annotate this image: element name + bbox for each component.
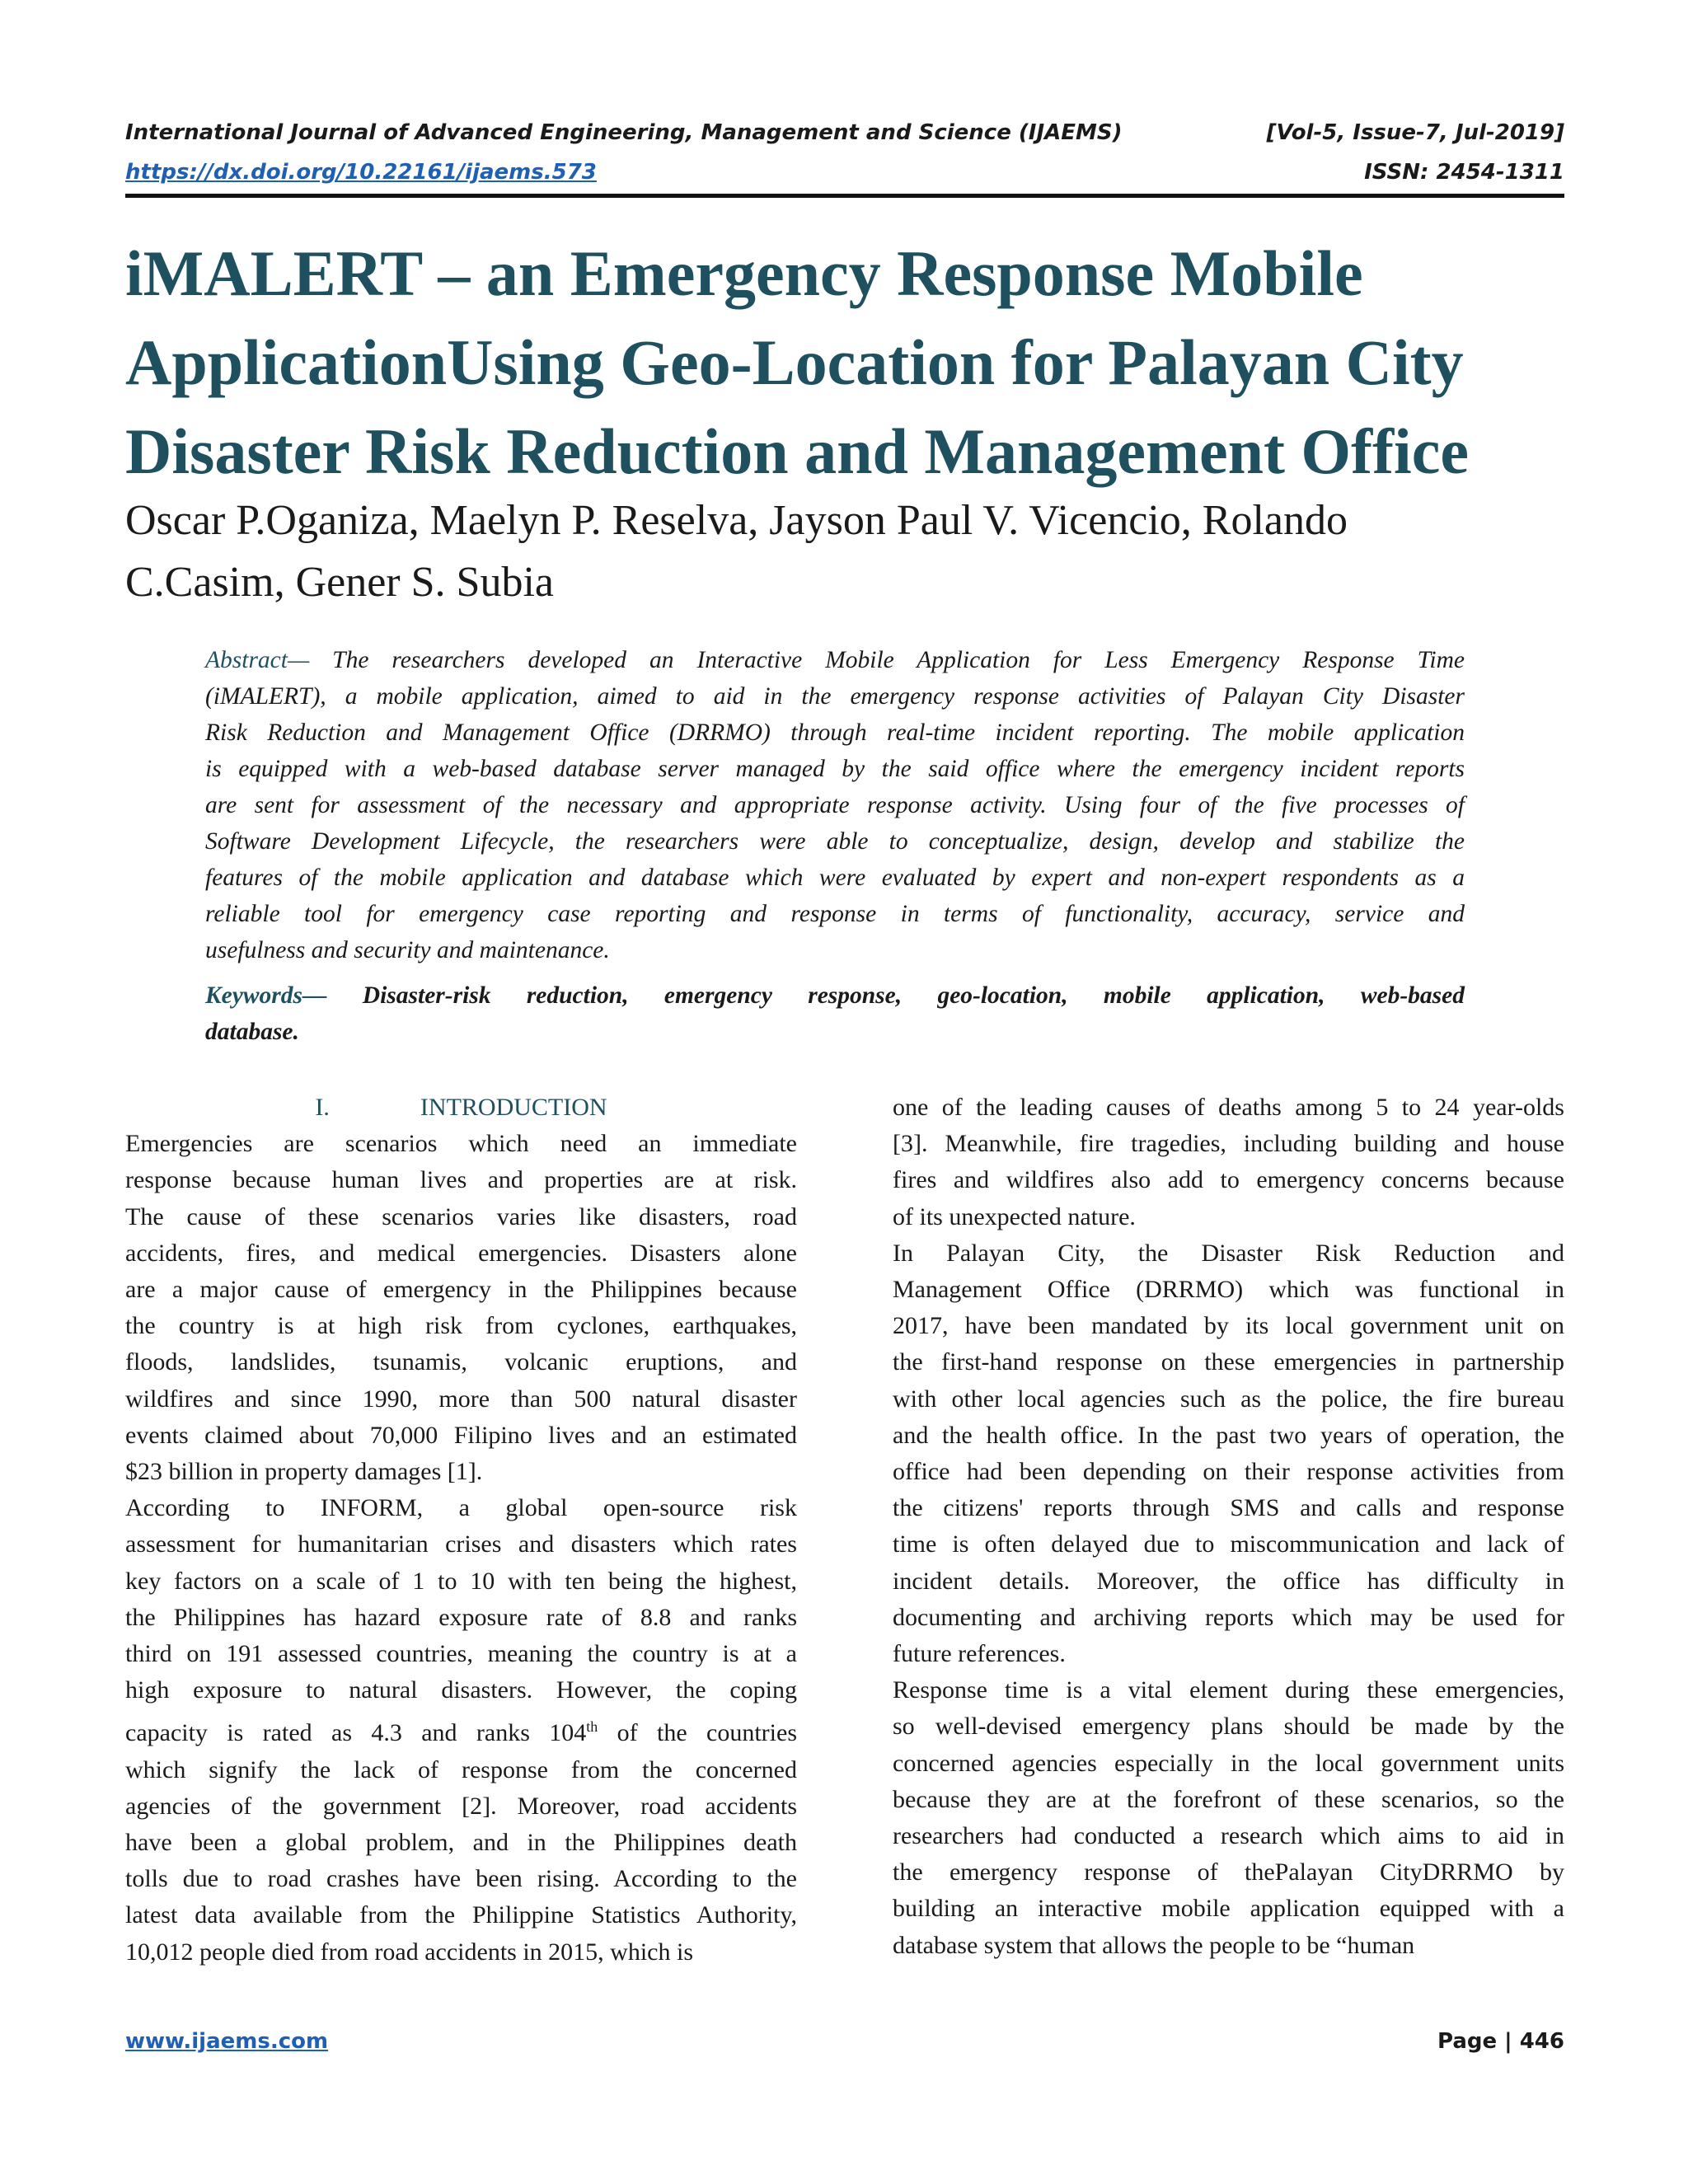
body-text-line: the country is at high risk from cyclones, earthquakes, [125, 1312, 797, 1340]
body-text-line: floods, landslides, tsunamis, volcanic eruptions, and [125, 1348, 797, 1376]
body-text-line: The cause of these scenarios varies like disasters, road [125, 1202, 797, 1230]
title-line: iMALERT – an Emergency Response Mobile [125, 237, 1363, 309]
body-text-line: future references. [893, 1640, 1066, 1668]
body-text-line: agencies of the government [2]. Moreover, road accidents [125, 1792, 797, 1820]
body-text-line: office had been depending on their response activities from [893, 1458, 1564, 1486]
body-text-line: tolls due to road crashes have been rising. According to the [125, 1865, 797, 1893]
body-text-line: are a major cause of emergency in the Philippines because [125, 1276, 797, 1304]
title-line: Disaster Risk Reduction and Management Office [125, 415, 1469, 487]
abstract-line: is equipped with a web-based database server managed by the said office where the emergency incident reports [205, 756, 1465, 782]
body-text-line: 10,012 people died from road accidents in 2015, which is [125, 1938, 694, 1966]
body-text-line: high exposure to natural disasters. However, the coping [125, 1676, 797, 1704]
right-column [893, 1090, 1564, 1964]
body-text-line: the citizens' reports through SMS and calls and response [893, 1494, 1564, 1522]
body-text-line: have been a global problem, and in the Philippines death [125, 1829, 797, 1857]
body-text-line: which signify the lack of response from the concerned [125, 1755, 797, 1783]
section-title: INTRODUCTION [420, 1094, 607, 1121]
abstract-line: are sent for assessment of the necessary and appropriate response activity. Using four of the five processes of [205, 792, 1465, 818]
body-text-line: Response time is a vital element during these emergencies, [893, 1676, 1564, 1704]
body-text-line: 2017, have been mandated by its local government unit on [893, 1312, 1564, 1340]
body-text-line: the emergency response of thePalayan CityDRRMO by [893, 1858, 1564, 1886]
body-text-line: one of the leading causes of deaths among 5 to 24 year-olds [893, 1094, 1564, 1121]
author-line: Oscar P.Oganiza, Maelyn P. Reselva, Jayson Paul V. Vicencio, Rolando [125, 497, 1348, 544]
body-text-line: incident details. Moreover, the office has difficulty in [893, 1567, 1564, 1595]
body-text-line: wildfires and since 1990, more than 500 natural disaster [125, 1385, 797, 1413]
body-text-line: because they are at the forefront of these scenarios, so the [893, 1785, 1564, 1813]
header-divider [125, 194, 1564, 198]
body-text-line: key factors on a scale of 1 to 10 with ten being the highest, [125, 1567, 797, 1595]
keywords [205, 977, 1465, 1050]
body-text-line: fires and wildfires also add to emergency concerns because [893, 1166, 1564, 1194]
body-text-line: third on 191 assessed countries, meaning the country is at a [125, 1640, 797, 1668]
abstract-line: features of the mobile application and database which were evaluated by expert and non-expert respondents as a [205, 865, 1465, 891]
body-text-line: the first-hand response on these emergencies in partnership [893, 1348, 1564, 1376]
body-text-line: the Philippines has hazard exposure rate of 8.8 and ranks [125, 1603, 797, 1631]
body-text-line: capacity is rated as 4.3 and ranks 104th of the countries [125, 1718, 797, 1747]
doi-link[interactable]: https://dx.doi.org/10.22161/ijaems.573 [125, 160, 597, 185]
body-text-line: documenting and archiving reports which may be used for [893, 1603, 1564, 1631]
body-text-line: of its unexpected nature. [893, 1202, 1136, 1230]
body-text-line: According to INFORM, a global open-source risk [125, 1494, 797, 1522]
abstract-label: Abstract— [205, 647, 310, 673]
author-line: C.Casim, Gener S. Subia [125, 559, 554, 606]
abstract-first-line: The researchers developed an Interactive Mobile Application for Less Emergency Response Time [309, 647, 1465, 673]
body-text-line: researchers had conducted a research which aims to aid in [893, 1822, 1564, 1850]
running-header-second-row [125, 160, 1564, 185]
author-list [125, 490, 1576, 613]
page-number: Page | 446 [1437, 2029, 1564, 2054]
body-text-line: and the health office. In the past two years of operation, the [893, 1421, 1564, 1449]
left-column [125, 1090, 797, 1971]
section-heading [125, 1090, 797, 1126]
body-text-line: assessment for humanitarian crises and disasters which rates [125, 1530, 797, 1558]
body-text-line: Management Office (DRRMO) which was functional in [893, 1276, 1564, 1304]
journal-website-link[interactable]: www.ijaems.com [125, 2029, 329, 2054]
body-text-line: latest data available from the Philippine Statistics Authority, [125, 1901, 797, 1929]
page-footer [125, 2029, 1564, 2054]
body-text-line: response because human lives and properties are at risk. [125, 1166, 797, 1194]
body-text-line: [3]. Meanwhile, fire tragedies, including building and house [893, 1130, 1564, 1158]
body-text-line: so well-devised emergency plans should be made by the [893, 1713, 1564, 1741]
abstract-line: Risk Reduction and Management Office (DRRMO) through real-time incident reporting. The mobile application [205, 719, 1465, 746]
body-text-line: accidents, fires, and medical emergencies. Disasters alone [125, 1239, 797, 1267]
body-text-line: database system that allows the people to be “human [893, 1931, 1415, 1959]
abstract-line [205, 642, 1465, 678]
keywords-first-line: Disaster-risk reduction, emergency response, geo-location, mobile application, web-based [326, 982, 1465, 1009]
body-text-line: with other local agencies such as the police, the fire bureau [893, 1385, 1564, 1413]
abstract-line: (iMALERT), a mobile application, aimed to aid in the emergency response activities of Palayan City Disaster [205, 683, 1465, 710]
body-text-line: time is often delayed due to miscommunication and lack of [893, 1530, 1564, 1558]
abstract-line: Software Development Lifecycle, the researchers were able to conceptualize, design, develop and stabilize the [205, 828, 1465, 855]
keywords-label: Keywords— [205, 982, 327, 1009]
title-line: ApplicationUsing Geo-Location for Palayan City [125, 326, 1464, 398]
abstract [205, 642, 1465, 968]
abstract-line: usefulness and security and maintenance. [205, 937, 610, 963]
body-text-line: building an interactive mobile application equipped with a [893, 1895, 1564, 1923]
section-number: I. [315, 1094, 330, 1121]
running-header [125, 120, 1564, 145]
body-text-line: In Palayan City, the Disaster Risk Reduction and [893, 1239, 1564, 1267]
keywords-line: database. [205, 1019, 299, 1045]
body-text-line: events claimed about 70,000 Filipino lives and an estimated [125, 1421, 797, 1449]
journal-name: International Journal of Advanced Engineering, Management and Science (IJAEMS) [125, 120, 1123, 145]
abstract-line: reliable tool for emergency case reporting and response in terms of functionality, accuracy, service and [205, 901, 1465, 927]
body-text-line: $23 billion in property damages [1]. [125, 1458, 483, 1486]
keywords-line [205, 977, 1465, 1014]
body-text-line: Emergencies are scenarios which need an immediate [125, 1130, 797, 1158]
body-text-line: concerned agencies especially in the local government units [893, 1749, 1564, 1777]
paper-title [125, 229, 1576, 496]
volume-issue: [Vol-5, Issue-7, Jul-2019] [1266, 120, 1564, 145]
issn: ISSN: 2454-1311 [1364, 160, 1564, 185]
